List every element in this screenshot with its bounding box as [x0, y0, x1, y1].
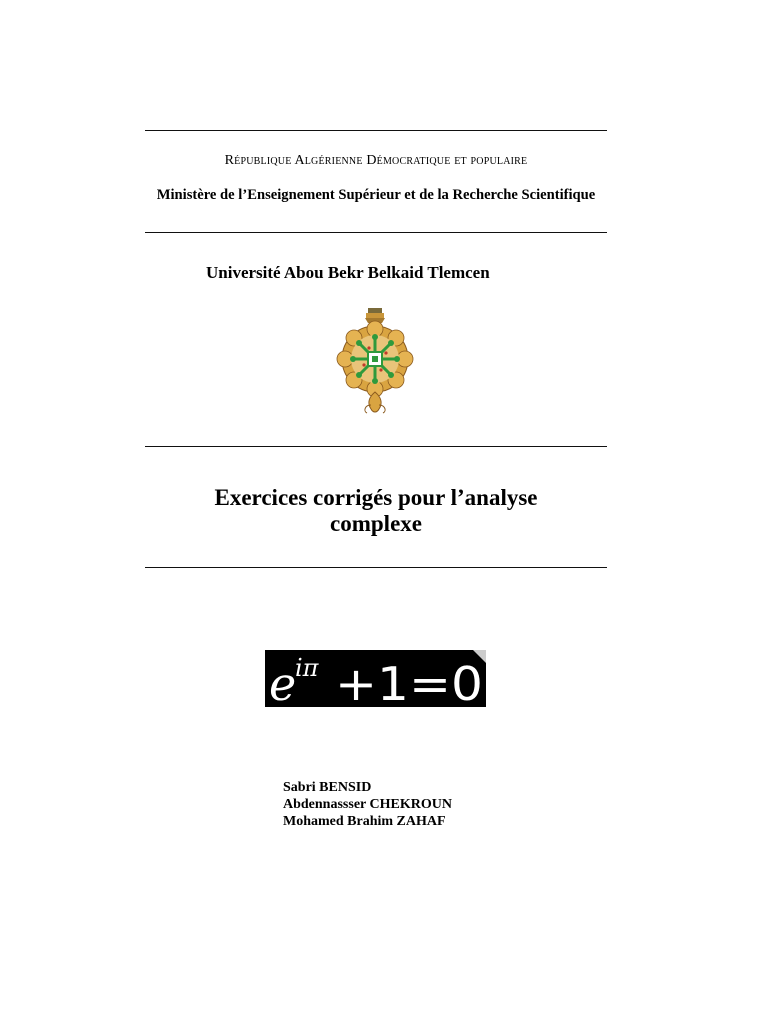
formula-rest: +1=0: [335, 657, 483, 707]
document-title: [145, 485, 607, 537]
formula-exponent: iπ: [295, 654, 319, 682]
authors-list: [283, 779, 452, 830]
university-emblem-icon: [335, 305, 415, 417]
republic-line: [145, 153, 607, 169]
title-bottom-rule: [145, 567, 607, 568]
author-name: Abdennassser CHEKROUN: [283, 797, 452, 812]
ministry-line: Ministère de l’Enseignement Supérieur et de la Recherche Scientifique: [156, 187, 596, 203]
title-line-2: complexe: [330, 511, 422, 536]
title-line-1: Exercices corrigés pour l’analyse: [214, 485, 538, 510]
euler-identity-formula: [265, 650, 486, 707]
formula-base: e: [269, 657, 297, 707]
republic-text: République Algérienne Démocratique et populaire: [224, 153, 528, 168]
header-bottom-rule: [145, 232, 607, 233]
top-rule: [145, 130, 607, 131]
author-name: Mohamed Brahim ZAHAF: [283, 814, 446, 829]
author-name: Sabri BENSID: [283, 780, 372, 795]
university-name: Université Abou Bekr Belkaid Tlemcen: [206, 263, 490, 282]
title-top-rule: [145, 446, 607, 447]
